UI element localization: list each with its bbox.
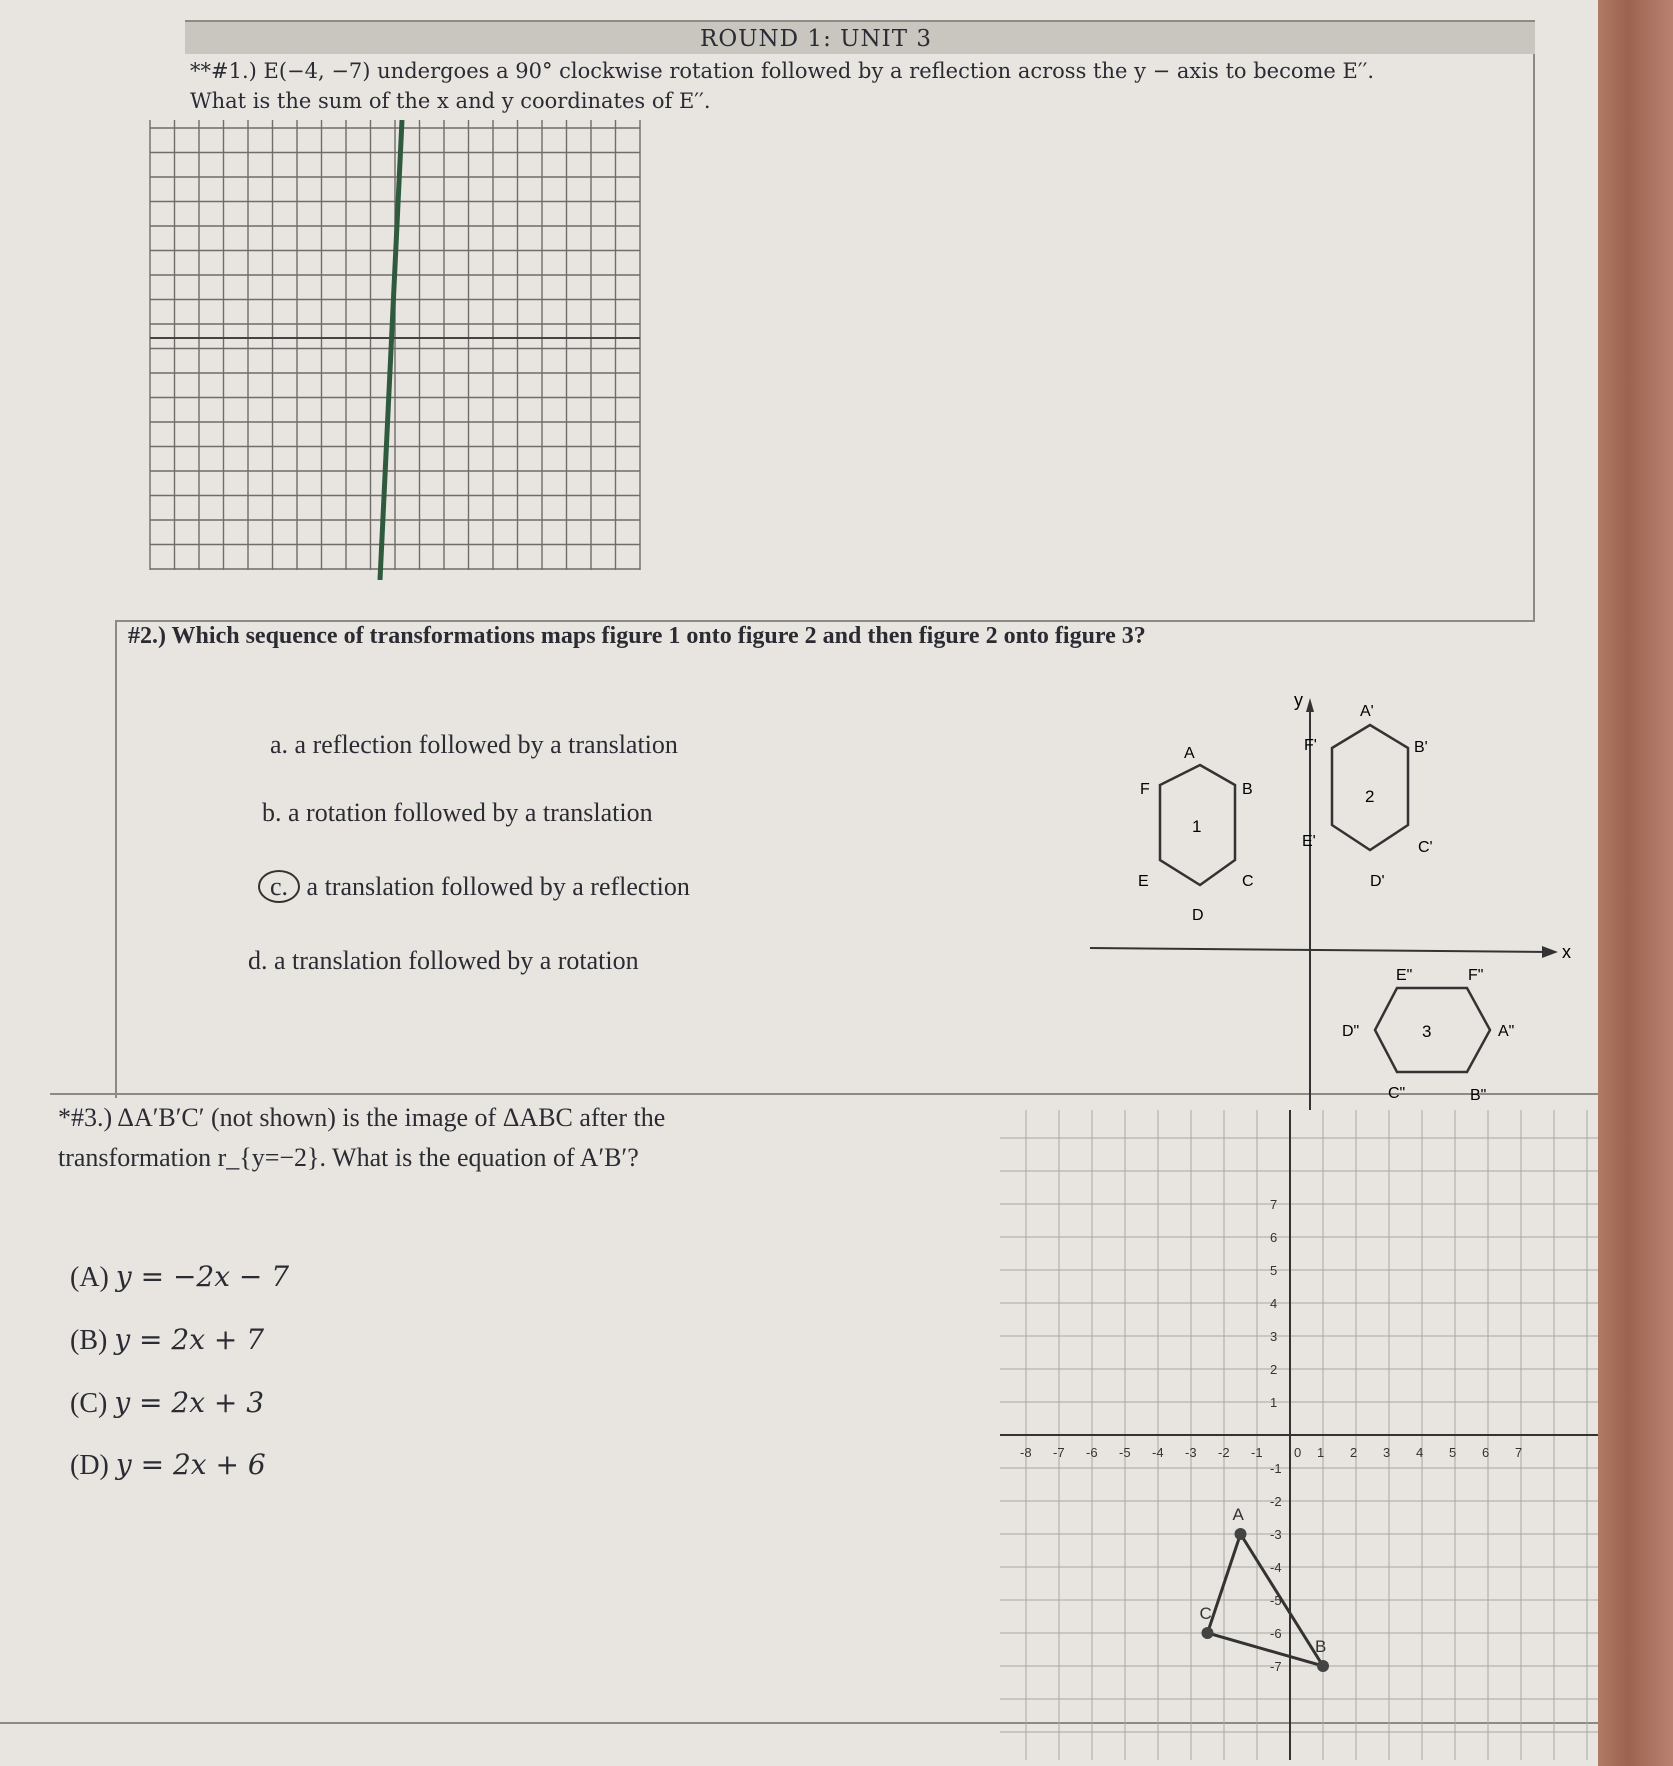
vertex-E-prime: E' — [1302, 833, 1316, 850]
y-tick-label: -4 — [1270, 1560, 1282, 1575]
frame-left-q2 — [115, 620, 117, 1098]
choice-a[interactable] — [270, 730, 678, 760]
vertex-B-prime: B' — [1414, 739, 1428, 756]
page-title: ROUND 1: UNIT 3 — [700, 26, 933, 52]
question-1-line1: **#1.) E(−4, −7) undergoes a 90° clockwise rotation followed by a reflection across the y − axis to become E′′. — [190, 59, 1375, 83]
y-tick-label: 6 — [1270, 1230, 1278, 1245]
x-tick-label: -3 — [1185, 1445, 1197, 1460]
y-tick-label: 1 — [1270, 1395, 1278, 1410]
arrow-up-icon — [1306, 698, 1314, 712]
x-tick-label: 1 — [1317, 1445, 1325, 1460]
vertex-E: E — [1138, 873, 1149, 890]
vertex-A-double-prime: A" — [1498, 1023, 1515, 1040]
x-tick-label: 3 — [1383, 1445, 1391, 1460]
vertex-B-double-prime: B" — [1470, 1087, 1487, 1104]
q1-grid — [140, 120, 660, 580]
y-tick-label: 3 — [1270, 1329, 1278, 1344]
x-tick-label: 0 — [1294, 1445, 1302, 1460]
table-background — [1598, 0, 1673, 1766]
choice-b[interactable] — [262, 798, 653, 828]
y-tick-label: -7 — [1270, 1659, 1282, 1674]
choice-c[interactable] — [258, 872, 690, 902]
y-tick-label: 7 — [1270, 1197, 1278, 1212]
point-A — [1235, 1528, 1247, 1540]
point-C — [1202, 1627, 1214, 1639]
figure-3-label: 3 — [1422, 1022, 1432, 1041]
y-tick-label: 5 — [1270, 1263, 1278, 1278]
y-tick-label: -6 — [1270, 1626, 1282, 1641]
vertex-F-double-prime: F" — [1468, 967, 1484, 984]
x-tick-label: 5 — [1449, 1445, 1457, 1460]
option-A-equation: y = −2x − 7 — [115, 1260, 290, 1293]
choice-a-letter: a. — [270, 730, 289, 759]
y-tick-label: -1 — [1270, 1461, 1282, 1476]
x-tick-label: -4 — [1152, 1445, 1164, 1460]
option-A[interactable] — [70, 1260, 289, 1294]
choice-b-letter: b. — [262, 798, 282, 827]
vertex-E-double-prime: E" — [1396, 967, 1413, 984]
vertex-D-prime: D' — [1370, 873, 1385, 890]
question-3-line1: *#3.) ΔA′B′C′ (not shown) is the image of ΔABC after the — [58, 1103, 666, 1132]
choice-d-letter: d. — [248, 946, 268, 975]
point-label-A: A — [1232, 1505, 1244, 1524]
q2-y-label: y — [1294, 690, 1303, 710]
choice-a-text: a reflection followed by a translation — [294, 730, 678, 759]
option-D-equation: y = 2x + 6 — [115, 1448, 266, 1481]
option-D-label: (D) — [70, 1450, 109, 1481]
x-tick-label: 4 — [1416, 1445, 1424, 1460]
y-tick-label: -3 — [1270, 1527, 1282, 1542]
vertex-D: D — [1192, 907, 1204, 924]
vertex-F: F — [1140, 781, 1150, 798]
q2-hexagon-figure — [1070, 690, 1590, 1110]
x-tick-label: -6 — [1086, 1445, 1098, 1460]
q2-x-axis — [1090, 948, 1550, 952]
q2-x-label: x — [1562, 942, 1571, 962]
q3-coordinate-graph — [1000, 1110, 1598, 1760]
question-1 — [190, 56, 1374, 116]
option-B[interactable] — [70, 1323, 264, 1357]
x-tick-label: -7 — [1053, 1445, 1065, 1460]
option-C-label: (C) — [70, 1388, 108, 1419]
x-tick-label: -1 — [1251, 1445, 1263, 1460]
x-tick-label: 6 — [1482, 1445, 1490, 1460]
vertex-A: A — [1184, 745, 1195, 762]
question-1-line2: What is the sum of the x and y coordinates of E′′. — [190, 89, 711, 113]
vertex-C: C — [1242, 873, 1254, 890]
figure-3-hexagon — [1375, 988, 1490, 1072]
choice-d[interactable] — [248, 946, 639, 976]
x-tick-label: -5 — [1119, 1445, 1131, 1460]
option-B-equation: y = 2x + 7 — [114, 1323, 265, 1356]
x-tick-label: 7 — [1515, 1445, 1523, 1460]
choice-d-text: a translation followed by a rotation — [274, 946, 639, 975]
point-label-B: B — [1315, 1637, 1327, 1656]
option-A-label: (A) — [70, 1262, 109, 1293]
vertex-F-prime: F' — [1304, 737, 1317, 754]
question-3-line2: transformation r_{y=−2}. What is the equation of A′B′? — [58, 1143, 639, 1172]
choice-b-text: a rotation followed by a translation — [288, 798, 653, 827]
x-tick-label: 2 — [1350, 1445, 1358, 1460]
divider-q1-q2 — [115, 620, 1535, 622]
y-tick-label: -5 — [1270, 1593, 1282, 1608]
option-B-label: (B) — [70, 1325, 108, 1356]
y-tick-label: -2 — [1270, 1494, 1282, 1509]
arrow-right-icon — [1542, 946, 1558, 958]
point-label-C: C — [1199, 1604, 1212, 1623]
option-D[interactable] — [70, 1448, 266, 1482]
vertex-B: B — [1242, 781, 1253, 798]
vertex-C-double-prime: C" — [1388, 1085, 1406, 1102]
vertex-C-prime: C' — [1418, 839, 1433, 856]
y-tick-label: 2 — [1270, 1362, 1278, 1377]
frame-right — [1533, 20, 1535, 620]
figure-1-label: 1 — [1192, 817, 1202, 836]
option-C[interactable] — [70, 1386, 264, 1420]
choice-c-text: a translation followed by a reflection — [306, 872, 690, 901]
choice-c-letter: c. — [258, 870, 300, 903]
figure-2-label: 2 — [1365, 787, 1375, 806]
x-tick-label: -2 — [1218, 1445, 1230, 1460]
option-C-equation: y = 2x + 3 — [114, 1386, 265, 1419]
vertex-D-double-prime: D" — [1342, 1023, 1360, 1040]
vertex-A-prime: A' — [1360, 703, 1374, 720]
question-2-prompt: #2.) Which sequence of transformations maps figure 1 onto figure 2 and then figure 2 onto figure 3? — [128, 623, 1146, 649]
x-tick-label: -8 — [1020, 1445, 1032, 1460]
q1-y-axis — [380, 120, 402, 580]
y-tick-label: 4 — [1270, 1296, 1278, 1311]
question-3 — [58, 1098, 665, 1178]
point-B — [1317, 1660, 1329, 1672]
